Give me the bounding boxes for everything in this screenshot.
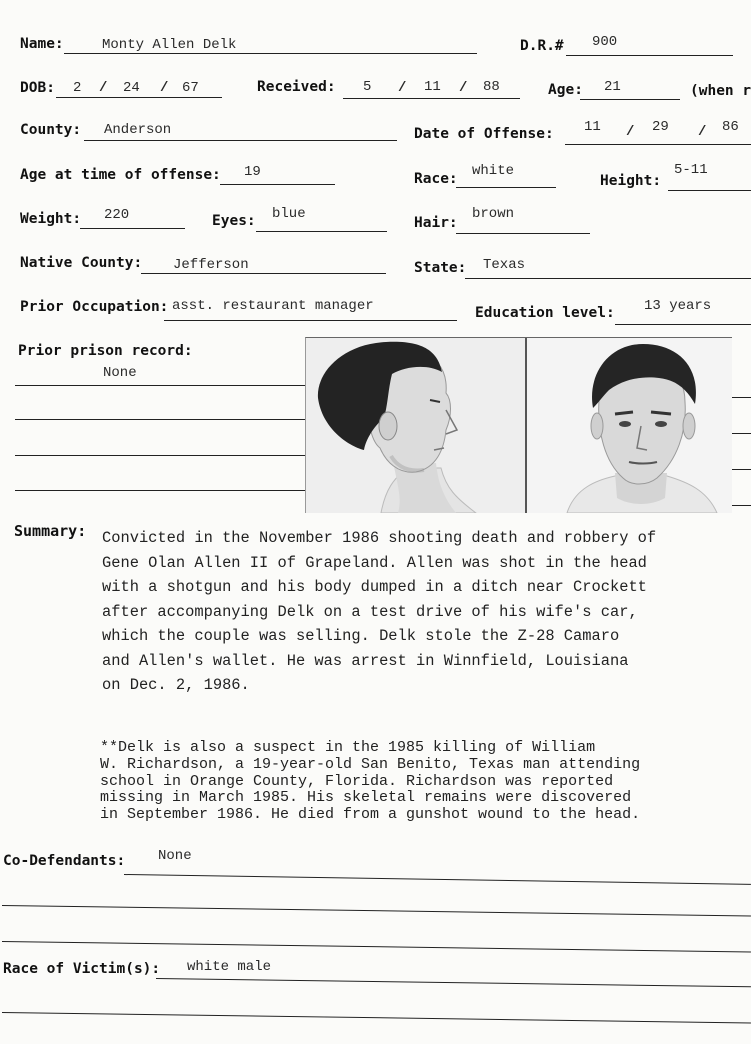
victim-race-line-2 — [2, 1012, 751, 1023]
hair-value: brown — [472, 206, 515, 222]
mugshot-profile-photo — [306, 338, 525, 513]
occupation-label: Prior Occupation: — [20, 299, 169, 315]
codefendants-value: None — [158, 848, 192, 864]
dob-month: 2 — [73, 80, 82, 96]
victim-race-label: Race of Victim(s): — [3, 961, 161, 977]
eyes-label: Eyes: — [212, 213, 256, 229]
dr-line — [566, 55, 733, 56]
prison-record-line-right-4 — [731, 505, 751, 506]
received-month: 5 — [363, 79, 372, 95]
dr-label: D.R.# — [520, 38, 564, 54]
dob-day: 24 — [123, 80, 140, 96]
dob-year: 67 — [182, 80, 199, 96]
received-label: Received: — [257, 79, 336, 95]
education-value: 13 years — [644, 298, 712, 314]
offense-date-line — [565, 144, 751, 145]
dr-value: 900 — [592, 34, 618, 50]
race-label: Race: — [414, 171, 458, 187]
offense-month: 11 — [584, 119, 601, 135]
weight-line — [80, 228, 185, 229]
dob-slash-1: / — [99, 80, 108, 96]
name-value: Monty Allen Delk — [102, 37, 237, 53]
native-county-value: Jefferson — [173, 257, 249, 273]
received-year: 88 — [483, 79, 500, 95]
native-county-label: Native County: — [20, 255, 143, 271]
prison-record-line-1 — [15, 385, 305, 386]
height-label: Height: — [600, 173, 662, 189]
age-offense-line — [220, 184, 335, 185]
county-line — [84, 140, 397, 141]
prison-record-line-3 — [15, 455, 305, 456]
mugshot-front-photo — [527, 338, 732, 513]
suspect-note-text: **Delk is also a suspect in the 1985 killing of William W. Richardson, a 19-year-old San Benito, Texas man attending school in Orange County, Florida. Richardson was reported missing in March 1985. His skeletal remains were discovered in September 1986. He died from a gunshot wound to the head. — [100, 739, 641, 824]
state-line — [465, 278, 751, 279]
race-line — [456, 187, 556, 188]
weight-value: 220 — [104, 207, 130, 223]
education-line — [615, 324, 751, 325]
county-label: County: — [20, 122, 82, 138]
prison-record-label: Prior prison record: — [18, 343, 193, 359]
summary-text: Convicted in the November 1986 shooting death and robbery of Gene Olan Allen II of Grapeland. Allen was shot in the head with a shotgun and his body dumped in a ditch near Crockett after accompanying Delk on a test drive of his wife's car, which the couple was selling. Delk stole the Z-28 Camaro and Allen's wallet. He was arrest in Winnfield, Louisiana on Dec. 2, 1986. — [102, 529, 657, 694]
prison-record-value: None — [103, 365, 137, 381]
prison-record-line-2 — [15, 419, 305, 420]
offense-day: 29 — [652, 119, 669, 135]
prison-record-line-4 — [15, 490, 305, 491]
when-received-label: (when r — [690, 83, 751, 99]
race-value: white — [472, 163, 515, 179]
age-offense-value: 19 — [244, 164, 261, 180]
education-label: Education level: — [475, 305, 615, 321]
offense-slash-2: / — [698, 124, 707, 140]
weight-label: Weight: — [20, 211, 82, 227]
hair-label: Hair: — [414, 215, 458, 231]
codefendants-line-3 — [2, 941, 751, 952]
prison-record-line-right-1 — [731, 397, 751, 398]
offense-slash-1: / — [626, 124, 635, 140]
state-label: State: — [414, 260, 467, 276]
county-value: Anderson — [104, 122, 172, 138]
hair-line — [456, 233, 590, 234]
height-value: 5-11 — [674, 162, 708, 178]
received-line — [343, 98, 520, 99]
codefendants-line-2 — [2, 905, 751, 916]
name-label: Name: — [20, 36, 64, 52]
eyes-line — [256, 231, 387, 232]
received-slash-1: / — [398, 80, 407, 96]
dob-label: DOB: — [20, 80, 55, 96]
received-day: 11 — [424, 79, 441, 95]
eyes-value: blue — [272, 206, 306, 222]
age-line — [580, 99, 680, 100]
victim-race-line — [156, 978, 751, 987]
age-offense-label: Age at time of offense: — [20, 167, 221, 183]
prison-record-line-right-3 — [731, 469, 751, 470]
age-value: 21 — [604, 79, 621, 95]
offense-date-label: Date of Offense: — [414, 126, 554, 142]
victim-race-value: white male — [187, 959, 272, 975]
dob-line — [56, 97, 222, 98]
occupation-value: asst. restaurant manager — [172, 298, 374, 314]
height-line — [668, 190, 751, 191]
summary-label: Summary: — [14, 522, 87, 540]
age-label: Age: — [548, 82, 583, 98]
offense-year: 86 — [722, 119, 739, 135]
codefendants-line — [124, 874, 751, 885]
received-slash-2: / — [459, 80, 468, 96]
occupation-line — [164, 320, 457, 321]
prison-record-line-right-2 — [731, 433, 751, 434]
mugshot-photos — [305, 337, 732, 513]
state-value: Texas — [483, 257, 526, 273]
dob-slash-2: / — [160, 80, 169, 96]
name-line — [64, 53, 477, 54]
native-county-line — [141, 273, 386, 274]
codefendants-label: Co-Defendants: — [3, 853, 126, 869]
